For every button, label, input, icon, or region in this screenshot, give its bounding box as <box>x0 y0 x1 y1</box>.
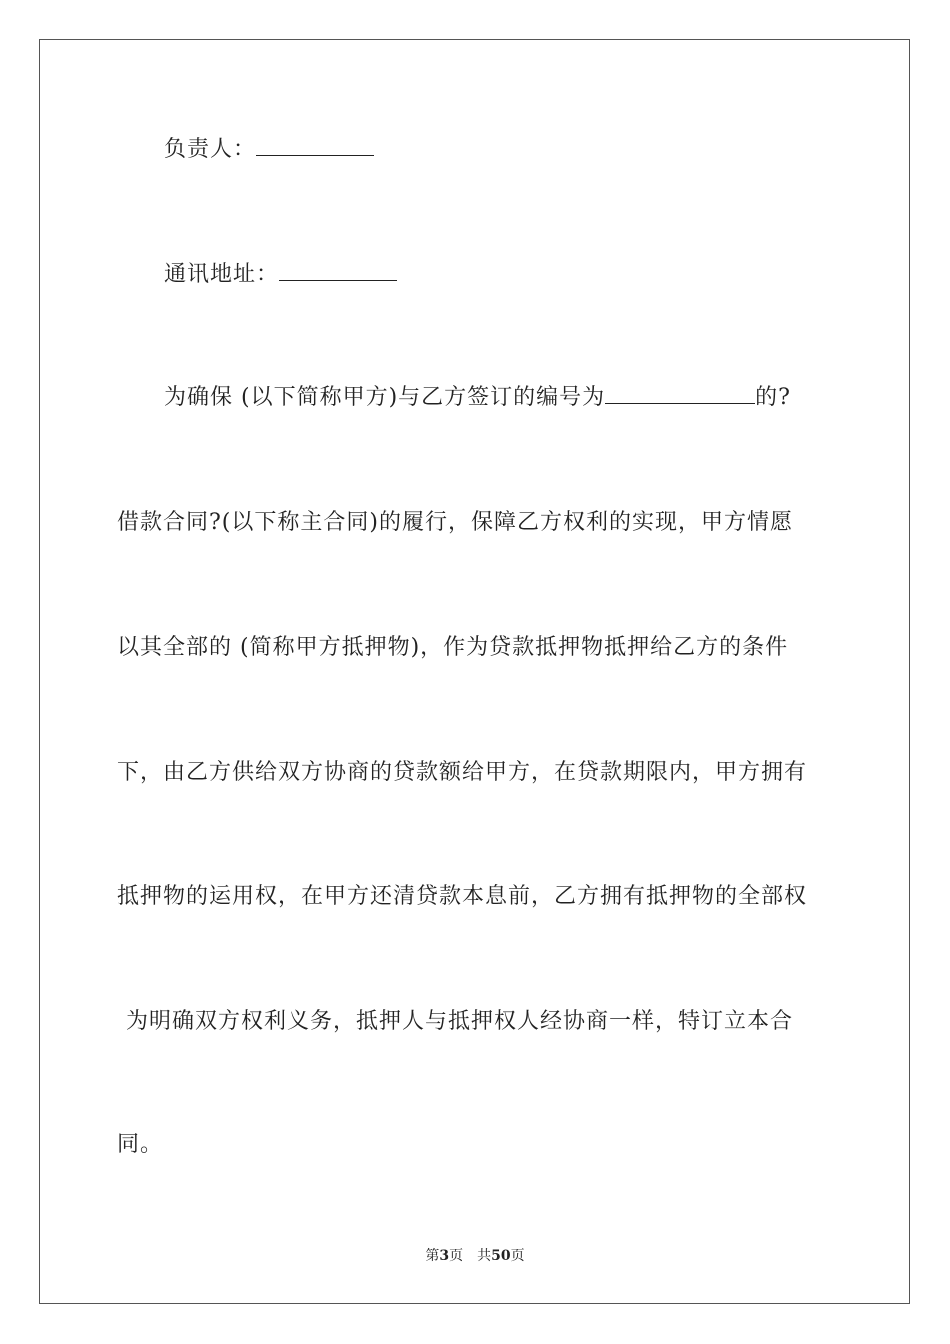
footer-page-total: 50 <box>491 1248 511 1264</box>
para1-line1-text: 为确保 (以下简称甲方)与乙方签订的编号为 <box>164 385 606 410</box>
paragraph-2-line-1: 为明确双方权利义务，抵押人与抵押权人经协商一样，特订立本合 <box>126 1009 794 1034</box>
footer-page-current: 3 <box>439 1248 450 1264</box>
footer-suffix: 页 <box>510 1248 525 1264</box>
para1-line1-end: 的? <box>755 385 791 410</box>
page-border <box>39 39 910 1304</box>
address-label: 通讯地址： <box>164 262 280 287</box>
principal-label: 负责人： <box>164 137 257 162</box>
page-footer <box>0 1247 950 1265</box>
footer-mid: 页 共 <box>449 1248 492 1264</box>
principal-line <box>164 135 374 165</box>
paragraph-1-line-4: 下，由乙方供给双方协商的贷款额给甲方，在贷款期限内，甲方拥有 <box>117 760 808 785</box>
paragraph-1-line-1 <box>164 383 791 413</box>
paragraph-1-line-3: 以其全部的 (简称甲方抵押物)，作为贷款抵押物抵押给乙方的条件 <box>117 635 789 660</box>
contract-number-blank <box>605 383 755 404</box>
principal-blank <box>256 135 374 156</box>
address-line <box>164 260 397 290</box>
paragraph-2-line-2: 同。 <box>117 1132 164 1157</box>
address-blank <box>279 260 397 281</box>
paragraph-1-line-5: 抵押物的运用权，在甲方还清贷款本息前，乙方拥有抵押物的全部权 <box>117 884 808 909</box>
paragraph-1-line-2: 借款合同?(以下称主合同)的履行，保障乙方权利的实现，甲方情愿 <box>117 510 793 535</box>
footer-prefix: 第 <box>425 1248 440 1264</box>
